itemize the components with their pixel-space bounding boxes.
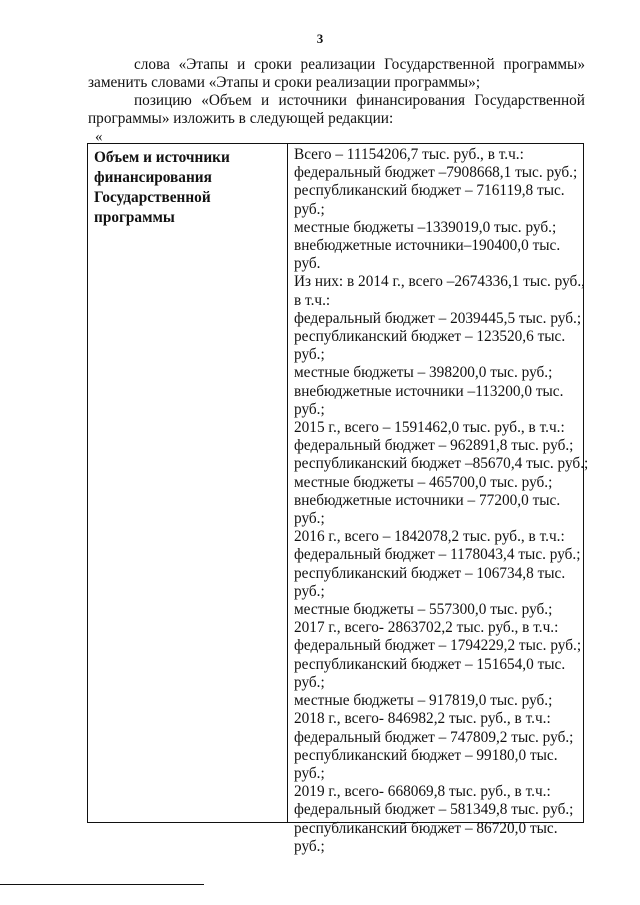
funding-detail-line: федеральный бюджет – 1794229,2 тыс. руб.; [294, 637, 582, 655]
funding-detail-line: республиканский бюджет – 151654,0 тыс. [294, 655, 566, 673]
funding-detail-line: руб.; [294, 582, 325, 600]
funding-detail-line: внебюджетные источники –113200,0 тыс. [294, 382, 564, 400]
funding-detail-line: федеральный бюджет – 747809,2 тыс. руб.; [294, 728, 574, 746]
funding-detail-line: местные бюджеты – 398200,0 тыс. руб.; [294, 364, 553, 382]
funding-detail-line: руб.; [294, 673, 325, 691]
funding-detail-line: местные бюджеты – 557300,0 тыс. руб.; [294, 601, 553, 619]
funding-detail-line: федеральный бюджет – 1178043,4 тыс. руб.; [294, 546, 581, 564]
funding-detail-line: Всего – 11154206,7 тыс. руб., в т.ч.: [294, 146, 524, 163]
funding-detail-line: 2016 г., всего – 1842078,2 тыс. руб., в т.ч.: [294, 528, 565, 546]
opening-quote-mark: « [95, 129, 103, 145]
funding-detail-line: местные бюджеты – 465700,0 тыс. руб.; [294, 473, 553, 491]
funding-detail-line: республиканский бюджет – 86720,0 тыс. [294, 819, 558, 837]
intro-line: позицию «Объем и источники финансирования Государственной [134, 92, 585, 109]
intro-line: заменить словами «Этапы и сроки реализации программы»; [88, 74, 481, 91]
funding-details-cell [294, 146, 589, 856]
funding-detail-line: республиканский бюджет – 716119,8 тыс. [294, 182, 565, 200]
funding-detail-line: руб.; [294, 200, 325, 218]
funding-detail-line: республиканский бюджет – 123520,6 тыс. [294, 328, 566, 346]
funding-detail-line: федеральный бюджет –7908668,1 тыс. руб.; [294, 164, 578, 182]
intro-text [88, 56, 585, 128]
funding-detail-line: руб.; [294, 400, 325, 418]
funding-detail-line: в т.ч.: [294, 291, 331, 309]
funding-detail-line: федеральный бюджет – 962891,8 тыс. руб.; [294, 437, 574, 455]
funding-detail-line: 2019 г., всего- 668069,8 тыс. руб., в т.ч.: [294, 783, 551, 801]
funding-detail-line: республиканский бюджет – 99180,0 тыс. [294, 746, 558, 764]
funding-detail-line: 2015 г., всего – 1591462,0 тыс. руб., в т.ч.: [294, 419, 565, 437]
funding-label-line: Государственной [94, 189, 211, 206]
intro-line: программы» изложить в следующей редакции: [88, 110, 394, 127]
funding-detail-line: федеральный бюджет – 2039445,5 тыс. руб.; [294, 309, 582, 327]
intro-paragraph-funding [88, 92, 585, 128]
funding-detail-line: руб.; [294, 510, 325, 528]
funding-detail-line: руб.; [294, 346, 325, 364]
funding-detail-line: 2018 г., всего- 846982,2 тыс. руб., в т.ч.: [294, 710, 551, 728]
page-number: 3 [316, 31, 324, 46]
funding-detail-line: республиканский бюджет –85670,4 тыс. руб.; [294, 455, 589, 473]
funding-label-line: финансирования [94, 169, 212, 186]
funding-detail-line: республиканский бюджет – 106734,8 тыс. [294, 564, 566, 582]
funding-detail-line: Из них: в 2014 г., всего –2674336,1 тыс. руб., [294, 273, 585, 291]
funding-detail-line: руб. [294, 255, 321, 273]
funding-table [87, 143, 589, 855]
footnote-rule [0, 884, 204, 885]
intro-paragraph-stages [88, 56, 585, 92]
funding-detail-line: 2017 г., всего- 2863702,2 тыс. руб., в т.ч.: [294, 619, 559, 637]
funding-detail-line: руб.; [294, 837, 325, 855]
funding-label-line: программы [94, 209, 175, 226]
funding-detail-line: федеральный бюджет – 581349,8 тыс. руб.; [294, 801, 574, 819]
funding-detail-line: местные бюджеты –1339019,0 тыс. руб.; [294, 218, 557, 236]
funding-label-line: Объем и источники [94, 149, 230, 166]
funding-detail-line: местные бюджеты – 917819,0 тыс. руб.; [294, 692, 553, 710]
intro-line: слова «Этапы и сроки реализации Государственной программы» [134, 56, 585, 73]
funding-detail-line: внебюджетные источники–190400,0 тыс. [294, 237, 561, 255]
funding-detail-line: руб.; [294, 764, 325, 782]
funding-label-cell [94, 148, 280, 228]
column-divider [287, 144, 288, 822]
funding-detail-line: внебюджетные источники – 77200,0 тыс. [294, 491, 561, 509]
